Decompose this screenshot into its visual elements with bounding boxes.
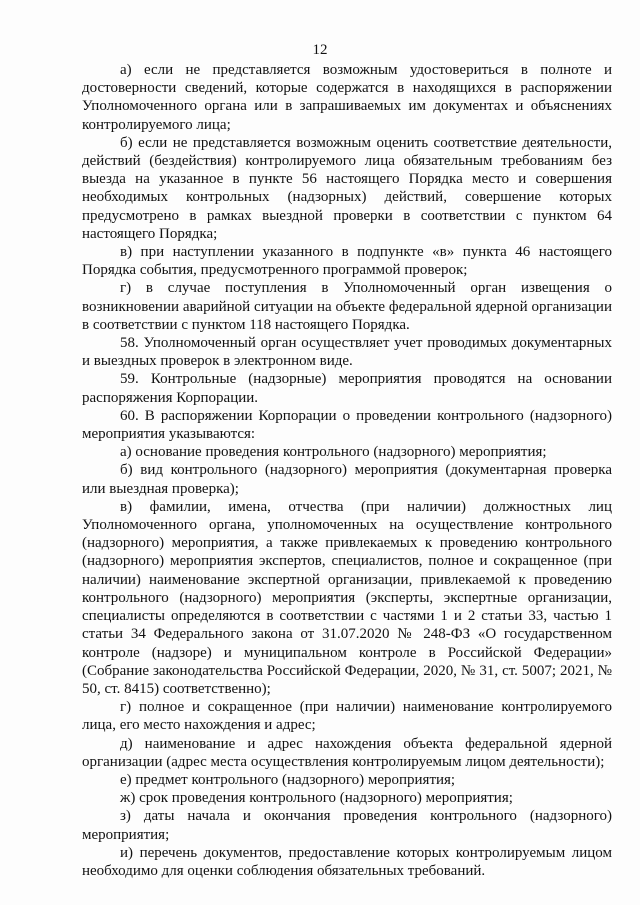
list-item-i-documents: и) перечень документов, предоставление которых контролируемым лицом необходимо для оценки соблюдения обязательных требований. [82,844,612,879]
list-item-z-dates: з) даты начала и окончания проведения контрольного (надзорного) мероприятия; [82,808,612,843]
paragraph-b-compliance: б) если не представляется возможным оценить соответствие деятельности, действий (бездействия) контролируемого лица обязательным требованиям без выезда на указанное в пункте 56 настоящего Порядка место и совершения необходимых контрольных (надзорных) действий, совершение которых предусмотрено в рамках выездной проверки в соответствии с пунктом 64 настоящего Порядка; [82,134,612,242]
list-item-zh-term: ж) срок проведения контрольного (надзорного) мероприятия; [120,790,513,807]
paragraph-a-completeness: а) если не представляется возможным удостовериться в полноте и достоверности сведений, которые содержатся в находящихся в распоряжении Уполномоченного органа или в запрашиваемых им документах и объяснениях контролируемого лица; [82,62,612,133]
list-item-d-object-address: д) наименование и адрес нахождения объекта федеральной ядерной организации (адрес места осуществления контролируемым лицом деятельности); [82,735,612,770]
paragraph-60: 60. В распоряжении Корпорации о проведении контрольного (надзорного) мероприятия указываются: [82,407,612,443]
document-body [82,61,612,880]
paragraph-58: 58. Уполномоченный орган осуществляет учет проводимых документарных и выездных проверок в электронном виде. [82,335,612,370]
page-number: 12 [312,42,328,58]
paragraph-g-emergency: г) в случае поступления в Уполномоченный орган извещения о возникновении аварийной ситуации на объекте федеральной ядерной организации в соответствии с пунктом 118 настоящего Порядка. [82,280,612,333]
paragraph-v-event: в) при наступлении указанного в подпункте «в» пункта 46 настоящего Порядка события, предусмотренного программой проверок; [82,244,612,279]
list-item-a-basis: а) основание проведения контрольного (надзорного) мероприятия; [120,444,547,461]
list-item-g-entity-name: г) полное и сокращенное (при наличии) наименование контролируемого лица, его место нахождения и адрес; [82,699,612,734]
list-item-e-subject: е) предмет контрольного (надзорного) мероприятия; [120,771,456,788]
list-item-v-officials: в) фамилии, имена, отчества (при наличии) должностных лиц Уполномоченного органа, уполномоченных на осуществление контрольного (надзорного) мероприятия, а также привлекаемых к проведению контрольного (надзорного) мероприятия экспертов, специалистов, полное и сокращенное (при наличии) наименование экспертной организации, привлекаемой к проведению контрольного (надзорного) мероприятия (эксперты, экспертные организации, специалисты определяются в соответствии с частями 1 и 2 статьи 33, частью 1 статьи 34 Федерального закона от 31.07.2020 № 248-ФЗ «О государственном контроле (надзоре) и муниципальном контроле в Российской Федерации» (Собрание законодательства Российской Федерации, 2020, № 31, ст. 5007; 2021, № 50, ст. 8415) соответственно); [82,498,612,697]
list-item-b-type: б) вид контрольного (надзорного) мероприятия (документарная проверка или выездная проверка); [82,462,612,497]
paragraph-59: 59. Контрольные (надзорные) мероприятия проводятся на основании распоряжения Корпорации. [82,371,612,406]
